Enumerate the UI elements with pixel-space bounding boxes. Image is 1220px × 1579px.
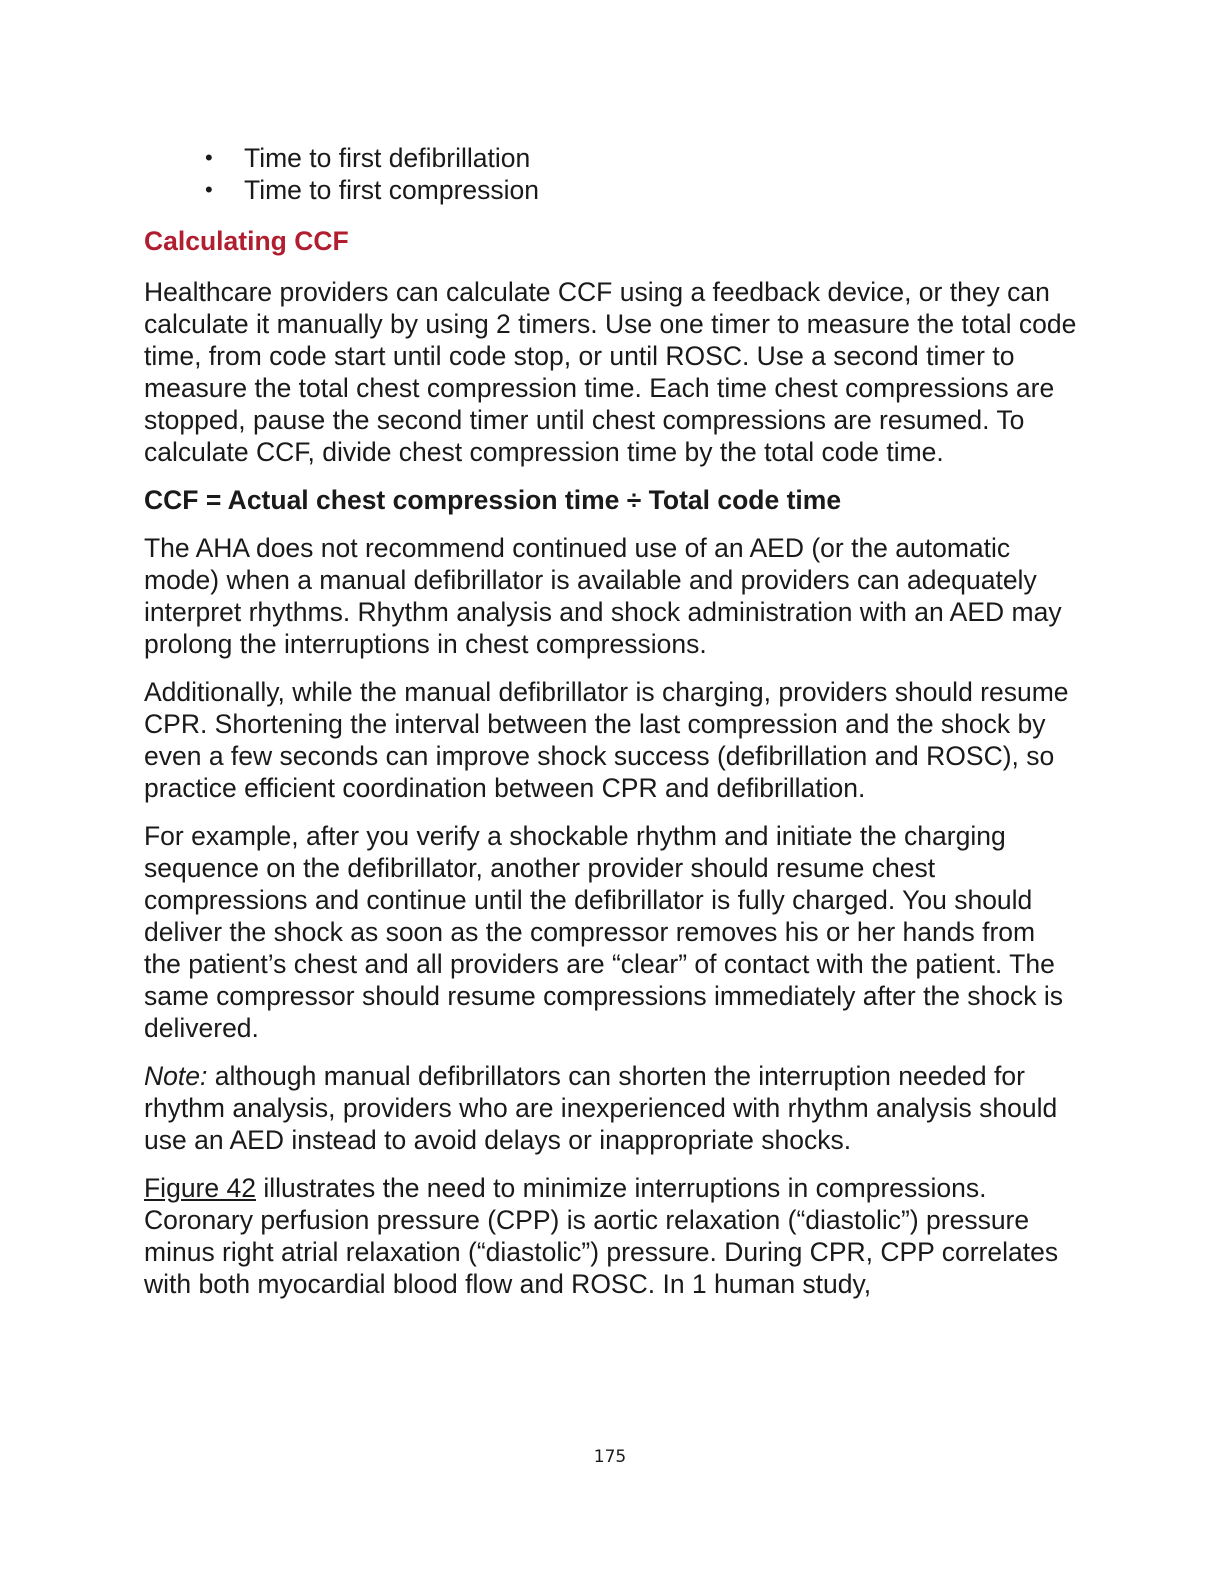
- ccf-formula: CCF = Actual chest compression time ÷ Total code time: [144, 485, 842, 515]
- bullet-icon: •: [205, 177, 213, 202]
- bullet-icon: •: [205, 145, 213, 170]
- paragraph-figure-reference: [144, 1172, 1079, 1300]
- list-item: [144, 142, 1079, 174]
- note-label: Note:: [144, 1061, 208, 1091]
- bullet-text: Time to first compression: [244, 175, 540, 205]
- paragraph-charging-cpr: Additionally, while the manual defibrillator is charging, providers should resume CPR. Shortening the interval between the last compression and the shock by even a few seconds can improve shock success (defibrillation and ROSC), so practice efficient coordination between CPR and defibrillation.: [144, 677, 1069, 803]
- page-content: [144, 142, 1079, 1300]
- bullet-list: [144, 142, 1079, 206]
- paragraph-aed-recommendation: The AHA does not recommend continued use of an AED (or the automatic mode) when a manual defibrillator is available and providers can adequately interpret rhythms. Rhythm analysis and shock administration with an AED may prolong the interruptions in chest compressions.: [144, 533, 1062, 659]
- list-item: [144, 174, 1079, 206]
- paragraph-ccf-calculation: Healthcare providers can calculate CCF using a feedback device, or they can calculate it manually by using 2 timers. Use one timer to measure the total code time, from code start until code stop, or until ROSC. Use a second timer to measure the total chest compression time. Each time chest compressions are stopped, pause the second timer until chest compressions are resumed. To calculate CCF, divide chest compression time by the total code time.: [144, 277, 1077, 467]
- figure-42-link[interactable]: Figure 42: [144, 1173, 256, 1203]
- paragraph-example: For example, after you verify a shockable rhythm and initiate the charging sequence on the defibrillator, another provider should resume chest compressions and continue until the defibrillator is fully charged. You should deliver the shock as soon as the compressor removes his or her hands from the patient’s chest and all providers are “clear” of contact with the patient. The same compressor should resume compressions immediately after the shock is delivered.: [144, 821, 1064, 1043]
- paragraph-note: [144, 1060, 1079, 1156]
- note-text: although manual defibrillators can shorten the interruption needed for rhythm analysis, providers who are inexperienced with rhythm analysis should use an AED instead to avoid delays or inappropriate shocks.: [144, 1061, 1058, 1155]
- figure-reference-text: illustrates the need to minimize interruptions in compressions. Coronary perfusion pressure (CPP) is aortic relaxation (“diastolic”) pressure minus right atrial relaxation (“diastolic”) pressure. During CPR, CPP correlates with both myocardial blood flow and ROSC. In 1 human study,: [144, 1173, 1059, 1299]
- page-number: 175: [593, 1447, 627, 1467]
- section-heading: Calculating CCF: [144, 226, 349, 256]
- bullet-text: Time to first defibrillation: [244, 143, 531, 173]
